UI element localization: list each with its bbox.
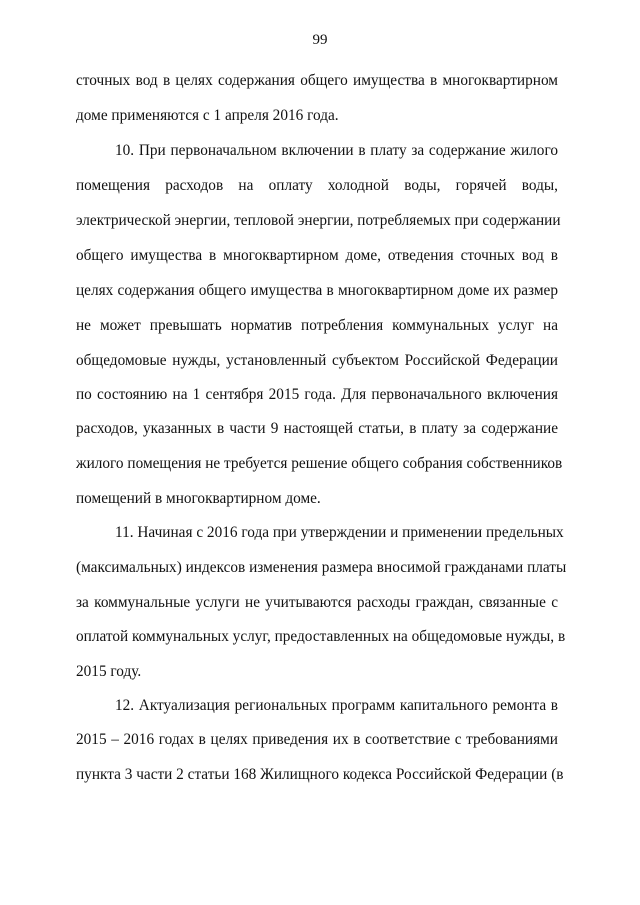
text-line: помещений в многоквартирном доме. [76,490,321,507]
text-line: электрической энергии, тепловой энергии, потребляемых при содержании [76,212,561,229]
paragraph-11-first-line: 11. Начиная с 2016 года при утверждении и применении предельных [115,524,564,541]
text-line: 2015 – 2016 годах в целях приведения их в соответствие с требованиями [76,731,558,748]
text-line: помещения расходов на оплату холодной воды, горячей воды, [76,177,558,194]
page-number: 99 [312,32,328,48]
text-line: общего имущества в многоквартирном доме, отведения сточных вод в [76,247,558,264]
text-line: пункта 3 части 2 статьи 168 Жилищного кодекса Российской Федерации (в [76,766,564,783]
paragraph-12-first-line: 12. Актуализация региональных программ капитального ремонта в [115,697,558,714]
text-line: доме применяются с 1 апреля 2016 года. [76,107,339,124]
text-line: по состоянию на 1 сентября 2015 года. Для первоначального включения [76,386,558,403]
text-line: общедомовые нужды, установленный субъектом Российской Федерации [76,352,558,369]
text-line: за коммунальные услуги не учитываются расходы граждан, связанные с [76,594,558,611]
text-line: 2015 году. [76,663,142,680]
text-line: сточных вод в целях содержания общего имущества в многоквартирном [76,72,558,89]
paragraph-10-first-line: 10. При первоначальном включении в плату за содержание жилого [115,142,558,159]
text-line: расходов, указанных в части 9 настоящей статьи, в плату за содержание [76,420,558,437]
text-line: целях содержания общего имущества в многоквартирном доме их размер [76,282,558,299]
text-line: (максимальных) индексов изменения размера вносимой гражданами платы [76,559,567,576]
text-line: оплатой коммунальных услуг, предоставленных на общедомовые нужды, в [76,628,566,645]
text-line: не может превышать норматив потребления коммунальных услуг на [76,317,558,334]
text-line: жилого помещения не требуется решение общего собрания собственников [76,455,563,472]
